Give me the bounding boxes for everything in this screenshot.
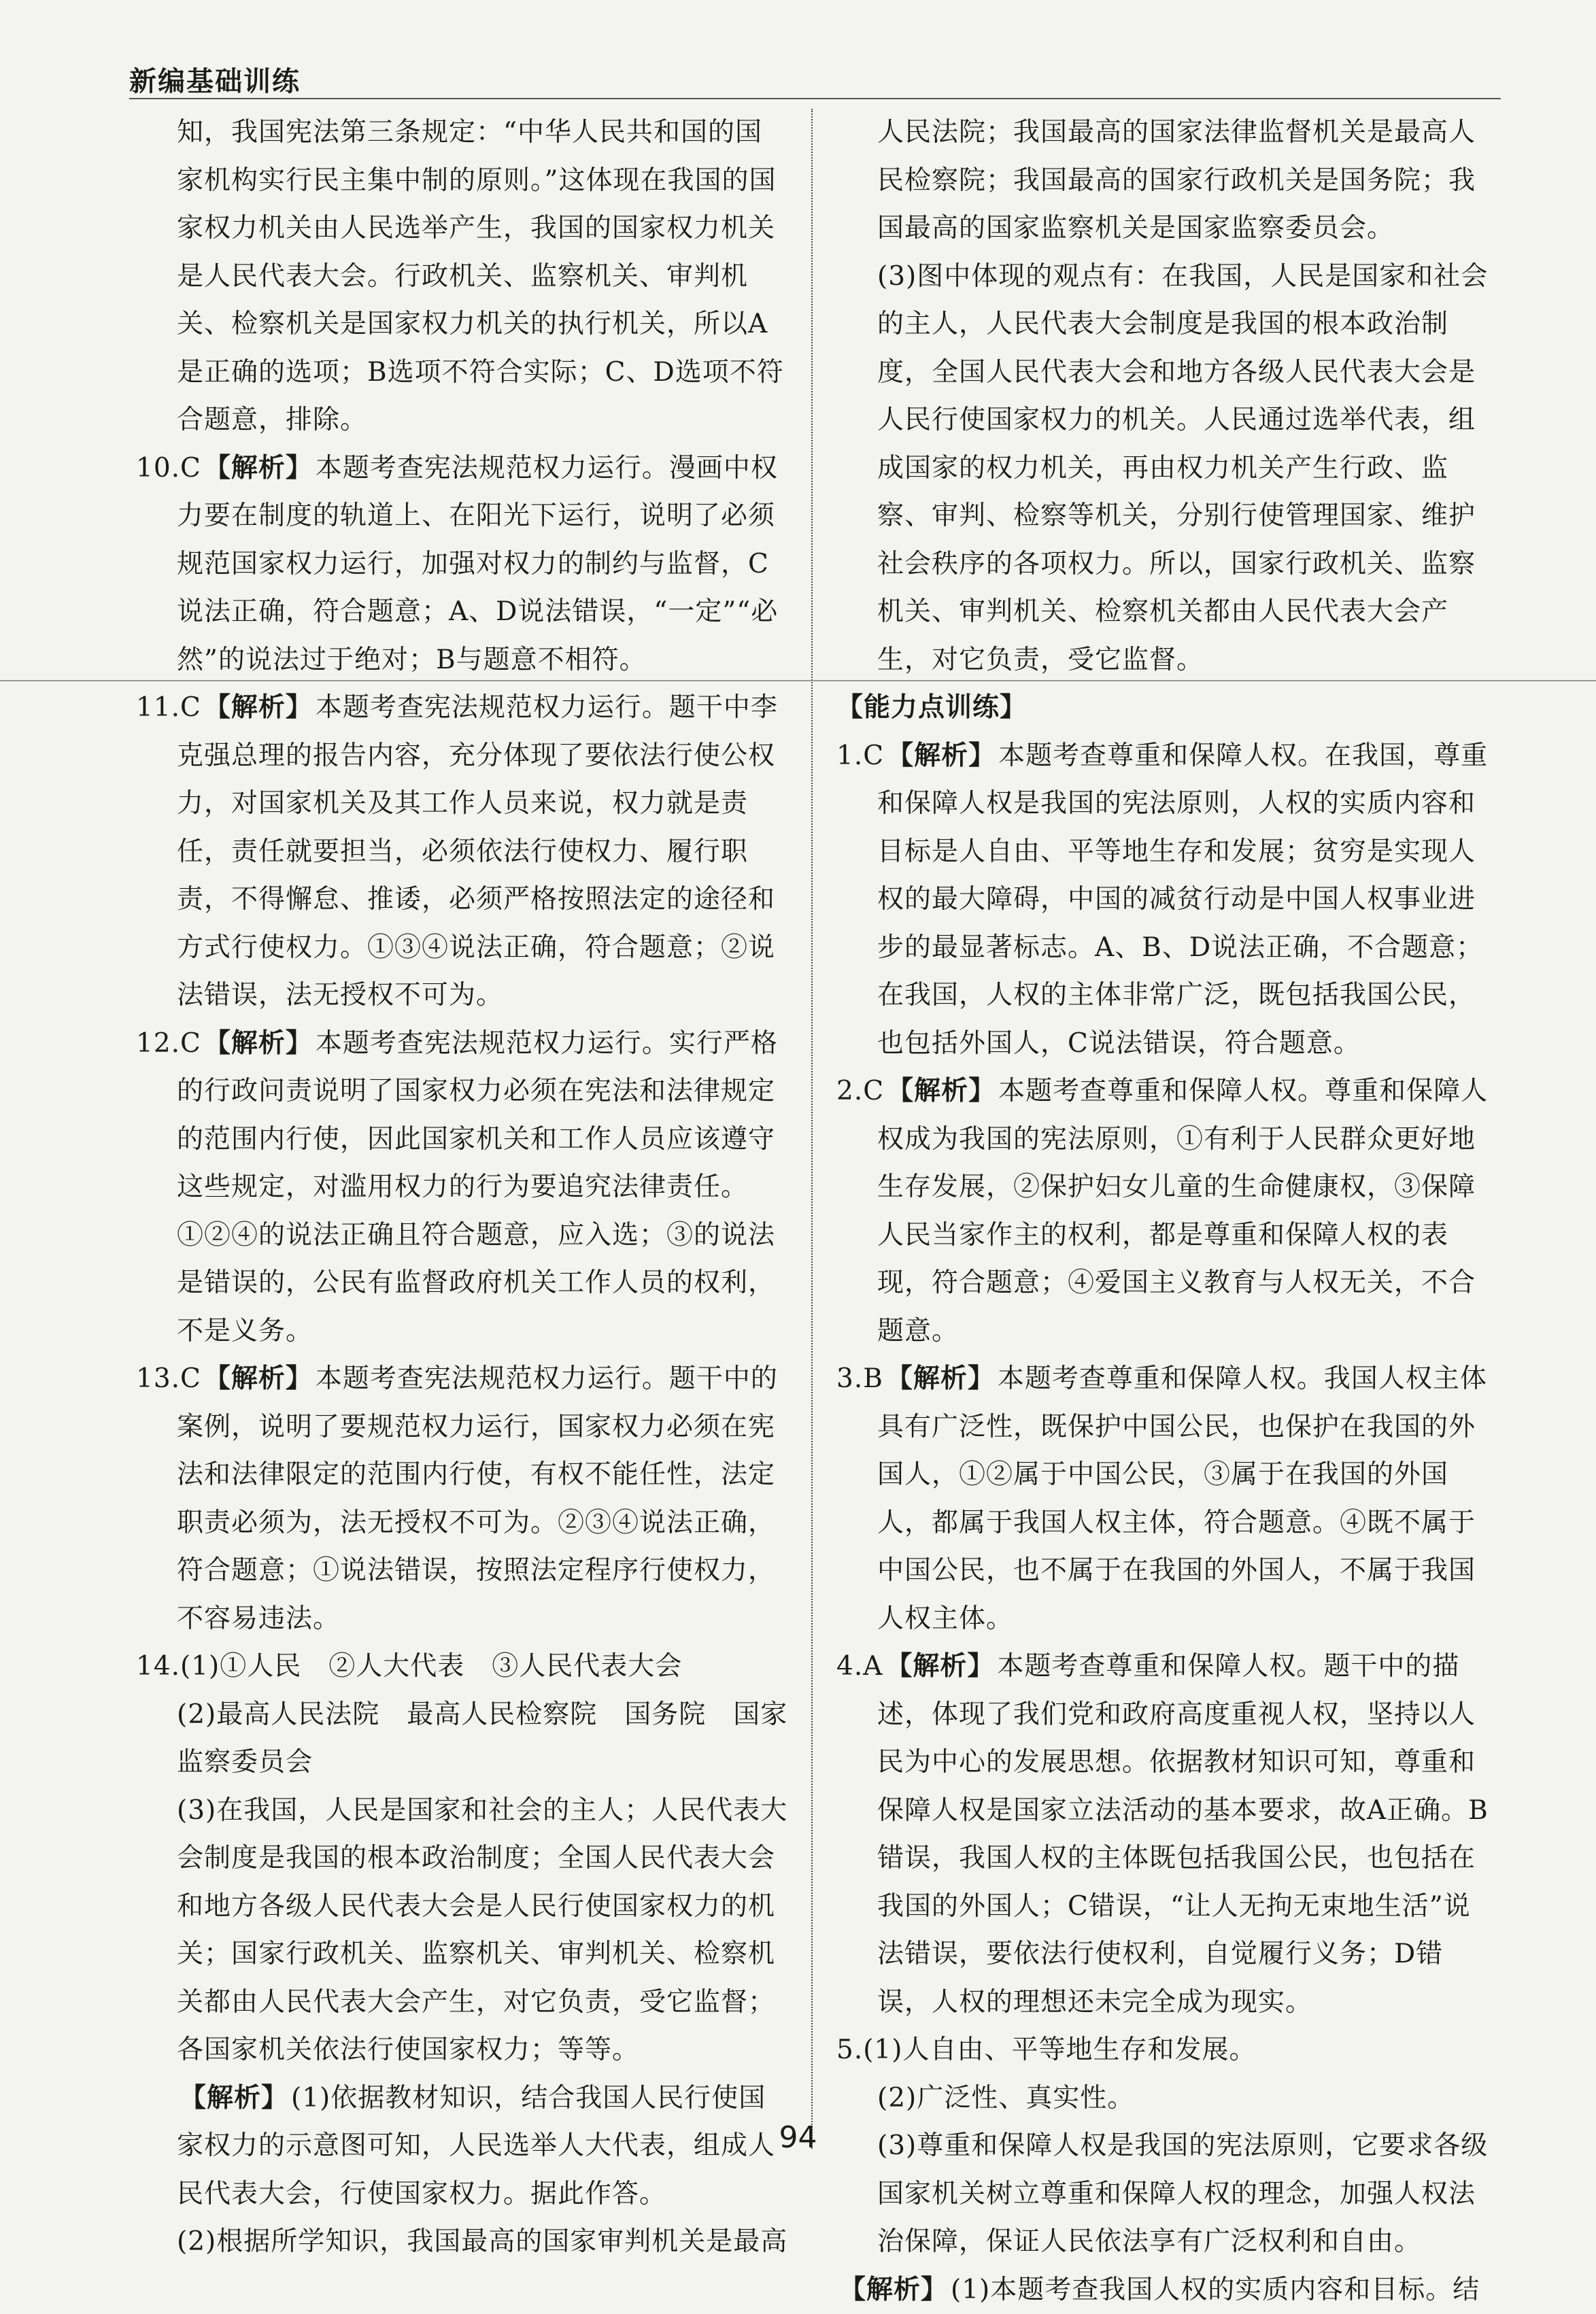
answer-12-number: 12.C — [136, 1028, 201, 1059]
answer-5-part-1: (1)人自由、平等地生存和发展。 — [863, 2035, 1256, 2065]
column-divider — [811, 109, 813, 2149]
answer-14-part-3: (3)在我国，人民是国家和社会的主人；人民代表大会制度是我国的根本政治制度；全国人民代表大会和地方各级人民代表大会是人民行使国家权力的机关；国家行政机关、监察机关、审判机关、检察机关都由人民代表大会产生，对它负责，受它监督；各国家机关依法行使国家权力；等等。 — [136, 1787, 789, 2075]
analysis-tag: 【解析】 — [204, 1363, 313, 1394]
answer-10-text: 本题考查宪法规范权力运行。漫画中权力要在制度的轨道上、在阳光下运行，说明了必须规范国家权力运行，加强对权力的制约与监督，C说法正确，符合题意；A、D说法错误，“一定”“必然”的说法过于绝对；B与题意不相符。 — [177, 453, 778, 675]
answer-1-number: 1.C — [836, 741, 884, 771]
answer-3-number: 3.B — [836, 1363, 883, 1394]
answer-5-part-3: (3)尊重和保障人权是我国的宪法原则，它要求各级国家机关树立尊重和保障人权的理念，加强人权法治保障，保证人民依法享有广泛权利和自由。 — [836, 2122, 1489, 2266]
analysis-tag: 【解析】 — [886, 1363, 995, 1394]
answer-14-part-2: (2)最高人民法院 最高人民检察院 国务院 国家监察委员会 — [136, 1691, 789, 1787]
answer-1 — [836, 732, 1489, 1068]
section-heading-ability-training: 【能力点训练】 — [836, 684, 1489, 732]
continued-analysis-14-3: (3)图中体现的观点有：在我国，人民是国家和社会的主人，人民代表大会制度是我国的根本政治制度，全国人民代表大会和地方各级人民代表大会是人民行使国家权力的机关。人民通过选举代表，组成国家的权力机关，再由权力机关产生行政、监察、审判、检察等机关，分别行使管理国家、维护社会秩序的各项权力。所以，国家行政机关、监察机关、审判机关、检察机关都由人民代表大会产生，对它负责，受它监督。 — [836, 253, 1489, 685]
continued-answer-9: 知，我国宪法第三条规定：“中华人民共和国的国家机构实行民主集中制的原则。”这体现在我国的国家权力机关由人民选举产生，我国的国家权力机关是人民代表大会。行政机关、监察机关、审判机关、检察机关是国家权力机关的执行机关，所以A是正确的选项；B选项不符合实际；C、D选项不符合题意，排除。 — [136, 109, 789, 445]
answer-4 — [836, 1643, 1489, 2026]
answer-14-part-1: (1)①人民 ②人大代表 ③人民代表大会 — [180, 1651, 682, 1682]
analysis-tag: 【解析】 — [887, 741, 996, 771]
answer-5-part-2: (2)广泛性、真实性。 — [836, 2075, 1489, 2123]
answer-2 — [836, 1068, 1489, 1355]
answer-14-analysis-2: (2)根据所学知识，我国最高的国家审判机关是最高 — [136, 2218, 789, 2266]
continued-analysis-14-2: 人民法院；我国最高的国家法律监督机关是最高人民检察院；我国最高的国家行政机关是国务院；我国最高的国家监察机关是国家监察委员会。 — [836, 109, 1489, 253]
analysis-tag: 【解析】 — [204, 1028, 313, 1059]
left-column — [136, 109, 789, 2266]
right-column — [836, 109, 1489, 2314]
page-number: 94 — [0, 2120, 1596, 2155]
answer-4-text: 本题考查尊重和保障人权。题干中的描述，体现了我们党和政府高度重视人权，坚持以人民为中心的发展思想。依据教材知识可知，尊重和保障人权是国家立法活动的基本要求，故A正确。B错误，我国人权的主体既包括我国公民，也包括在我国的外国人；C错误，“让人无拘无束地生活”说法错误，要依法行使权利，自觉履行义务；D错误，人权的理想还未完全成为现实。 — [877, 1651, 1489, 2018]
analysis-tag: 【解析】 — [887, 1076, 996, 1106]
answer-11-number: 11.C — [136, 692, 201, 723]
page-header-title: 新编基础训练 — [129, 60, 301, 99]
answer-13-number: 13.C — [136, 1363, 201, 1394]
analysis-tag: 【解析】 — [204, 453, 313, 483]
analysis-tag: 【解析】 — [885, 1651, 994, 1682]
answer-1-text: 本题考查尊重和保障人权。在我国，尊重和保障人权是我国的宪法原则，人权的实质内容和目标是人自由、平等地生存和发展；贫穷是实现人权的最大障碍，中国的减贫行动是中国人权事业进步的最显著标志。A、B、D说法正确，不合题意；在我国，人权的主体非常广泛，既包括我国公民，也包括外国人，C说法错误，符合题意。 — [877, 741, 1488, 1059]
answer-4-number: 4.A — [836, 1651, 883, 1682]
answer-12 — [136, 1020, 789, 1356]
answer-10-number: 10.C — [136, 453, 201, 483]
analysis-tag: 【解析】 — [180, 2083, 288, 2113]
answer-3-text: 本题考查尊重和保障人权。我国人权主体具有广泛性，既保护中国公民，也保护在我国的外国人，①②属于中国公民，③属于在我国的外国人，都属于我国人权主体，符合题意。④既不属于中国公民，也不属于在我国的外国人，不属于我国人权主体。 — [877, 1363, 1487, 1634]
answer-13-text: 本题考查宪法规范权力运行。题干中的案例，说明了要规范权力运行，国家权力必须在宪法和法律限定的范围内行使，有权不能任性，法定职责必须为，法无授权不可为。②③④说法正确，符合题意；①说法错误，按照法定程序行使权力，不容易违法。 — [177, 1363, 778, 1634]
answer-11 — [136, 684, 789, 1020]
answer-2-text: 本题考查尊重和保障人权。尊重和保障人权成为我国的宪法原则，①有利于人民群众更好地生存发展，②保护妇女儿童的生命健康权，③保障人民当家作主的权利，都是尊重和保障人权的表现，符合题意；④爱国主义教育与人权无关，不合题意。 — [877, 1076, 1488, 1346]
answer-5-number: 5. — [836, 2035, 863, 2065]
answer-12-text: 本题考查宪法规范权力运行。实行严格的行政问责说明了国家权力必须在宪法和法律规定的范围内行使，因此国家机关和工作人员应该遵守这些规定，对滥用权力的行为要追究法律责任。①②④的说法正确且符合题意，应入选；③的说法是错误的，公民有监督政府机关工作人员的权利，不是义务。 — [177, 1028, 778, 1346]
answer-10 — [136, 445, 789, 685]
answer-5 — [836, 2026, 1489, 2075]
analysis-tag: 【解析】 — [839, 2275, 948, 2305]
answer-14-analysis-1: 【解析】 (1)依据教材知识，结合我国人民行使国家权力的示意图可知，人民选举人大代表，组成人民代表大会，行使国家权力。据此作答。 — [136, 2075, 789, 2219]
answer-14 — [136, 1643, 789, 1691]
answer-2-number: 2.C — [836, 1076, 884, 1106]
answer-13 — [136, 1355, 789, 1643]
answer-3 — [836, 1355, 1489, 1643]
analysis-tag: 【解析】 — [204, 692, 313, 723]
header-rule — [129, 98, 1501, 99]
answer-14-number: 14. — [136, 1651, 180, 1682]
answer-5-analysis-1: 【解析】 (1)本题考查我国人权的实质内容和目标。结 — [836, 2266, 1489, 2314]
answer-11-text: 本题考查宪法规范权力运行。题干中李克强总理的报告内容，充分体现了要依法行使公权力，对国家机关及其工作人员来说，权力就是责任，责任就要担当，必须依法行使权力、履行职责，不得懈怠、推诿，必须严格按照法定的途径和方式行使权力。①③④说法正确，符合题意；②说法错误，法无授权不可为。 — [177, 692, 778, 1010]
